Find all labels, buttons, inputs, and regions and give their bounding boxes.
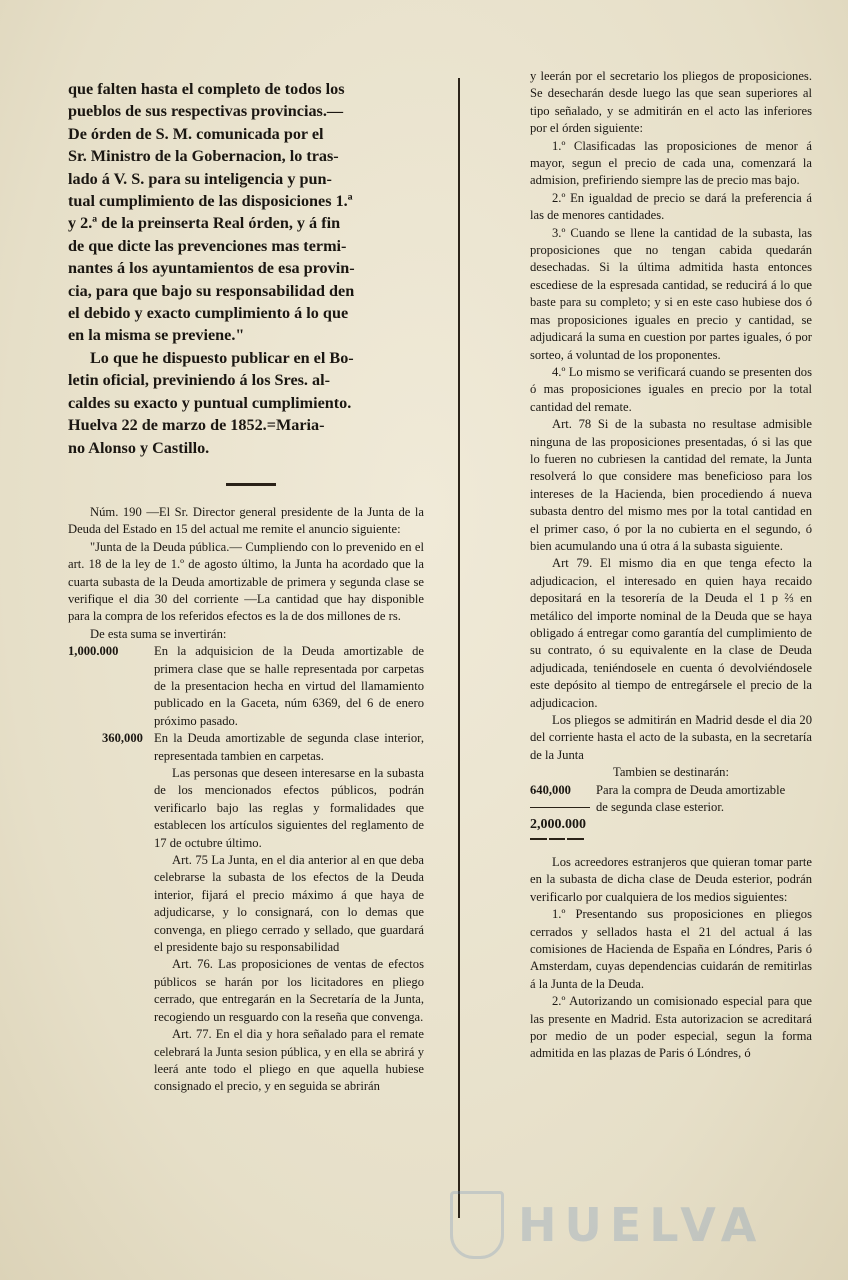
amount-value: 640,000 bbox=[530, 782, 571, 797]
method-2: 2.º Autorizando un comisionado especial para que las presente en Madrid. Esta autorizacion se acreditará por medio de un poder especial, segun la forma admitida en las plazas de Paris ó Lóndres, ó bbox=[530, 994, 812, 1061]
notice bbox=[68, 504, 424, 1096]
notice-intro: "Junta de la Deuda pública.— Cumpliendo con lo prevenido en el art. 18 de la ley de 1.º de agosto último, la Junta ha acordado que la cuarta subasta de la Deuda amortizable de primera y segunda clase se verifique el dia 30 del corriente —La cantidad que hay disponible para la compra de los referidos efectos es la de dos millones de rs. bbox=[68, 539, 424, 624]
amount-text: de segunda clase esterior. bbox=[596, 800, 724, 815]
pliegos-paragraph: Los pliegos se admitirán en Madrid desde el dia 20 del corriente hasta el acto de la subasta, en la secretaría de la Junta bbox=[530, 713, 812, 762]
text-line: no Alonso y Castillo. bbox=[68, 438, 210, 457]
amount-entry bbox=[530, 799, 812, 816]
article-76: Art. 76. Las proposiciones de ventas de efectos públicos se harán por los licitadores en pliego cerrado, que entregarán en la Secretaría de la Junta, recogiendo un resguardo con la reseña que convenga. bbox=[154, 957, 424, 1024]
text-line: el debido y exacto cumplimiento á lo que bbox=[68, 304, 349, 323]
total-amount: 2,000.000 bbox=[530, 817, 586, 833]
intro-paragraph bbox=[68, 78, 424, 347]
destinaran-line: Tambien se destinarán: bbox=[613, 765, 729, 780]
amount-value: 360,000 bbox=[102, 731, 143, 746]
text-line: letin oficial, previniendo á los Sres. al- bbox=[68, 371, 331, 390]
text-line: pueblos de sus respectivas provincias.— bbox=[68, 102, 344, 121]
amount-value: 1,000.000 bbox=[68, 644, 119, 659]
column-rule bbox=[458, 78, 460, 1218]
watermark-text: HUELVA bbox=[518, 1198, 765, 1252]
text-line: Sr. Ministro de la Gobernacion, lo tras- bbox=[68, 147, 339, 166]
invest-line: De esta suma se invertirán: bbox=[90, 626, 227, 641]
left-column bbox=[68, 78, 424, 1096]
text-line: nantes á los ayuntamientos de esa provin- bbox=[68, 259, 355, 278]
rule-4: 4.º Lo mismo se verificará cuando se presenten dos ó mas proposiciones iguales en precio por la total cantidad del remate. bbox=[530, 364, 812, 414]
article-77: Art. 77. En el dia y hora señalado para el remate celebrará la Junta sesion pública, y en ella se abrirá y leerá ante todo el pliego en que aquella hubiese consignado el precio, y en seguida se abrirán bbox=[154, 1027, 424, 1094]
rule-3: 3.º Cuando se llene la cantidad de la subasta, las proposiciones que no tengan cabida quedarán desechadas. Si la última admitida hasta entonces escediese de la espresada cantidad, se reducirá á lo que baste para su completo; y si en este caso hubiese dos ó mas proposiciones iguales en precio y cantidad, se adjudicará la suma en cuestion por partes iguales, ó por sorteo, á voluntad de los proponentes. bbox=[530, 225, 812, 362]
amount-text: En la adquisicion de la Deuda amortizable de primera clase que se halle representada por carpetas de la presentacion hecha en virtud del llamamiento publicado en la Gaceta, núm 6369, del 6 de enero próximo pasado. bbox=[154, 644, 424, 728]
section-divider bbox=[68, 483, 424, 486]
continuation-paragraph: y leerán por el secretario los pliegos de proposiciones. Se desecharán desde luego las que sean superiores al tipo señalado, y se admitirán en el acto las inferiores por el órden siguiente: bbox=[530, 69, 812, 136]
text-line: de que dicte las prevenciones mas termi- bbox=[68, 236, 347, 255]
text-line: y 2.ª de la preinserta Real órden, y á fin bbox=[68, 214, 341, 233]
article-75: Art. 75 La Junta, en el dia anterior al en que deba celebrarse la subasta de los efectos de la Deuda interior, fijará el precio máximo á que haya de adjudicarse, y lo consignará, con lo demas que convenga, en pliego cerrado y sellado, que guardará el presidente bajo su responsabilidad bbox=[154, 853, 424, 955]
text-line: Lo que he dispuesto publicar en el Bo- bbox=[90, 348, 354, 367]
amount-text: En la Deuda amortizable de segunda clase interior, representada tambien en carpetas. bbox=[154, 731, 424, 763]
text-line: en la misma se previene." bbox=[68, 326, 245, 345]
text-line: Huelva 22 de marzo de 1852.=Maria- bbox=[68, 416, 325, 435]
amount-entry bbox=[68, 643, 424, 730]
amount-entry bbox=[530, 782, 812, 799]
amount-entry bbox=[68, 730, 424, 765]
text-line: caldes su exacto y puntual cumplimiento. bbox=[68, 393, 352, 412]
text-line: tual cumplimiento de las disposiciones 1.ª bbox=[68, 192, 353, 211]
method-1: 1.º Presentando sus proposiciones en pliegos cerrados y sellados hasta el 21 del actual á las comisiones de Hacienda de España en Lóndres, Paris ó Amsterdam, cuyas dependencias cuidarán de remitirlas á la Junta de la Deuda. bbox=[530, 907, 812, 991]
rule-1: 1.º Clasificadas las proposiciones de menor á mayor, segun el precio de cada una, comenzará la admision, prefiriendo siempre las de precio mas bajo. bbox=[530, 138, 812, 188]
text-line: De órden de S. M. comunicada por el bbox=[68, 124, 324, 143]
notice-header: Núm. 190 —El Sr. Director general presidente de la Junta de la Deuda del Estado en 15 del actual me remite el anuncio siguiente: bbox=[68, 504, 424, 537]
article-78: Art. 78 Si de la subasta no resultase admisible ninguna de las proposiciones presentadas, ó si las que lo fueren no cubriesen la cantidad del remate, la Junta resolverá lo que considere mas beneficioso para los intereses de la Hacienda, bien procediendo á nueva subasta dentro del mismo mes por la total cantidad en el primer caso, ó por la no cubierta en el segundo, ó bien acumulando una ú otra á la subasta siguiente. bbox=[530, 417, 812, 553]
rule-2: 2.º En igualdad de precio se dará la preferencia á las de menores cantidades. bbox=[530, 190, 812, 223]
right-column bbox=[530, 68, 812, 1063]
amount-text: Para la compra de Deuda amortizable bbox=[596, 782, 786, 797]
shield-icon bbox=[450, 1191, 504, 1259]
persons-paragraph: Las personas que deseen interesarse en la subasta de los mencionados efectos públicos, podrán verificarlo bajo las reglas y formalidades que establecen los artículos siguientes del reglamento de 17 de octubre último. bbox=[154, 766, 424, 850]
text-line: lado á V. S. para su inteligencia y pun- bbox=[68, 169, 332, 188]
section-divider bbox=[530, 838, 812, 840]
acreedores-paragraph: Los acreedores estranjeros que quieran tomar parte en la subasta de dicha clase de Deuda esterior, podrán verificarlo por cualquiera de los medios siguientes: bbox=[530, 854, 812, 904]
archive-watermark bbox=[450, 1185, 810, 1265]
text-line: que falten hasta el completo de todos los bbox=[68, 80, 345, 98]
dash-leader bbox=[530, 807, 590, 808]
closing-paragraph bbox=[68, 347, 424, 459]
article-79: Art 79. El mismo dia en que tenga efecto la adjudicacion, el interesado en quien haya recaido depositará en la tesorería de la Deuda el 1 p ⅔ en metálico del importe nominal de la Deuda que se haya obligado á entregar como garantía del cumplimiento de su contrato, ó su equivalente en la clase de Deuda adjudicada, teniéndosele en cuenta ó devolviéndosele este depósito al tiempo de entregársele el precio de la adjudicacion. bbox=[530, 556, 812, 710]
text-line: cia, para que bajo su responsabilidad den bbox=[68, 281, 355, 300]
